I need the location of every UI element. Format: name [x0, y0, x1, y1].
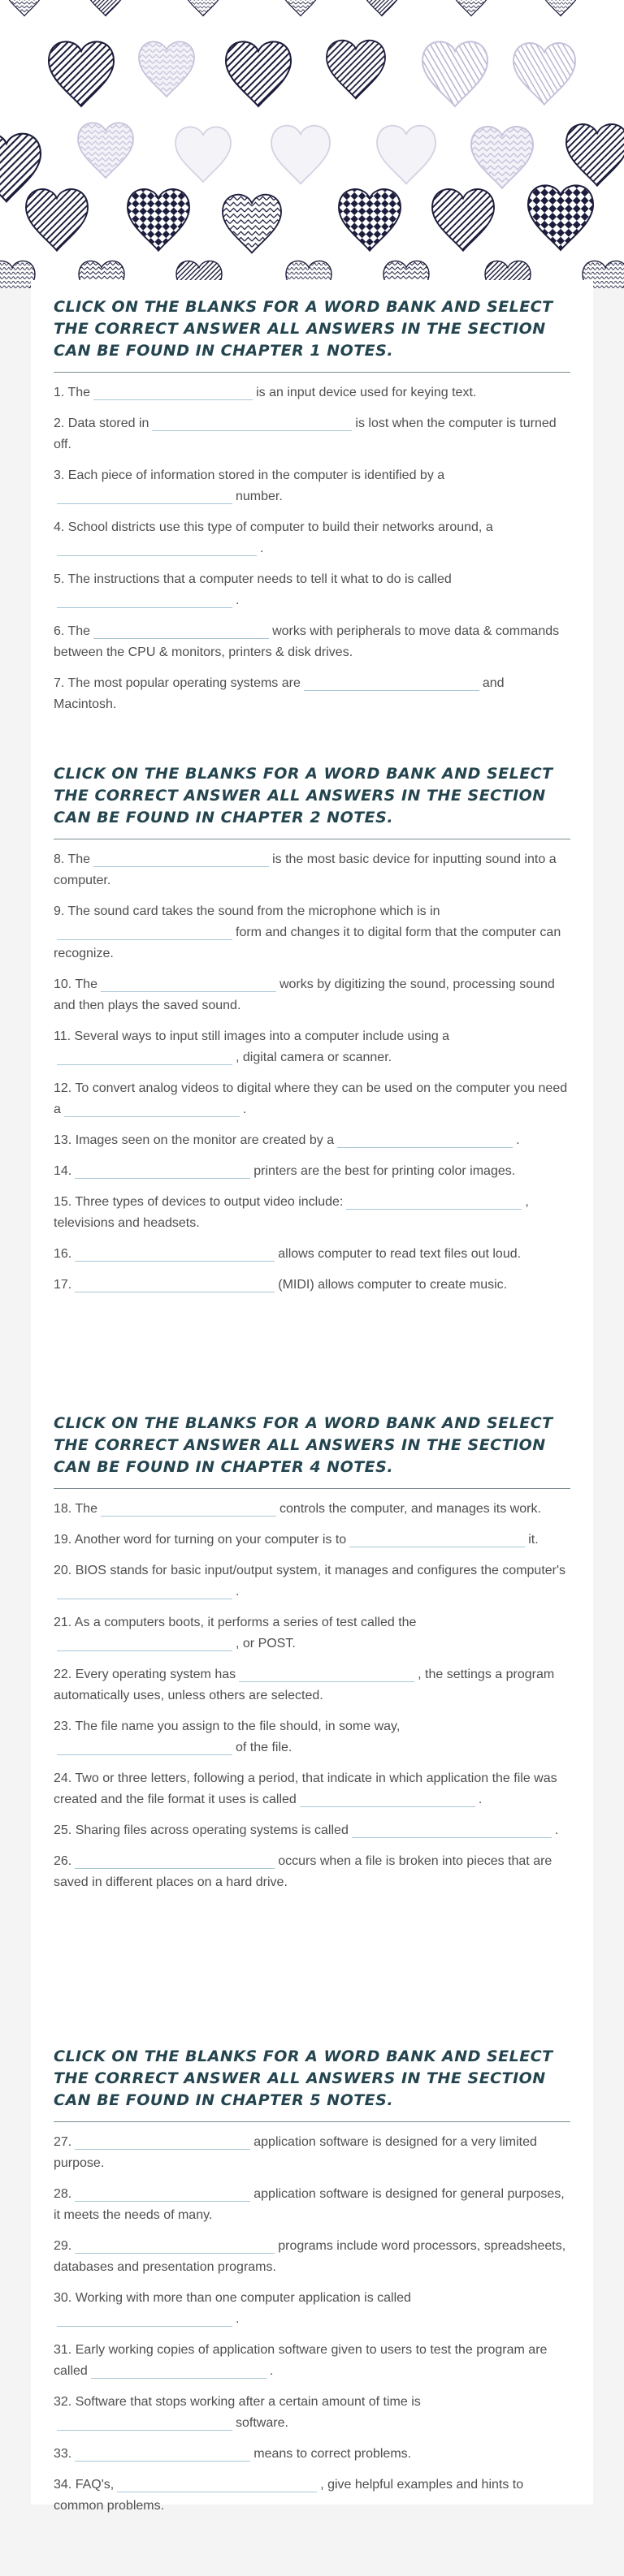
- question-text: 12. To convert analog videos to digital where they can be used on the computer you need a: [54, 1081, 568, 1116]
- question-text: application software is designed for general purposes, it meets the needs of many.: [54, 2187, 565, 2222]
- question-text: 21. As a computers boots, it performs a series of test called the: [54, 1616, 417, 1629]
- answer-blank[interactable]: [337, 1131, 513, 1148]
- question-2: [54, 413, 570, 455]
- question-text: allows computer to read text files out loud.: [278, 1247, 522, 1261]
- question-21: [54, 1612, 570, 1655]
- question-31: [54, 2340, 570, 2382]
- question-28: [54, 2184, 570, 2226]
- answer-blank[interactable]: [346, 1193, 522, 1210]
- question-18: [54, 1499, 570, 1520]
- answer-blank[interactable]: [239, 1665, 414, 1682]
- question-33: [54, 2444, 570, 2465]
- answer-blank[interactable]: [304, 674, 479, 691]
- answer-blank[interactable]: [75, 1275, 275, 1292]
- answer-blank[interactable]: [93, 622, 269, 639]
- question-text: is lost when the computer is turned off.: [54, 416, 557, 451]
- question-text: 33.: [54, 2447, 72, 2461]
- answer-blank[interactable]: [117, 2475, 317, 2492]
- question-3: [54, 465, 570, 507]
- question-text: .: [236, 2312, 240, 2326]
- question-17: [54, 1275, 570, 1296]
- question-text: form and changes it to digital form that the computer can recognize.: [54, 926, 561, 960]
- worksheet-card: [31, 280, 593, 2513]
- answer-blank[interactable]: [57, 923, 232, 940]
- question-text: programs include word processors, spreadsheets, databases and presentation programs.: [54, 2239, 566, 2274]
- question-15: [54, 1192, 570, 1234]
- question-9: [54, 901, 570, 964]
- question-text: , the settings a program automatically uses, unless others are selected.: [54, 1668, 555, 1702]
- question-text: 6. The: [54, 624, 91, 638]
- question-34: [54, 2475, 570, 2517]
- question-19: [54, 1530, 570, 1551]
- question-32: [54, 2392, 570, 2434]
- question-text: .: [516, 1133, 520, 1147]
- question-4: [54, 517, 570, 559]
- question-text: means to correct problems.: [254, 2447, 412, 2461]
- question-text: .: [269, 2364, 274, 2378]
- answer-blank[interactable]: [57, 2310, 232, 2327]
- question-16: [54, 1244, 570, 1265]
- answer-blank[interactable]: [64, 1100, 240, 1117]
- question-text: 34. FAQ's,: [54, 2478, 115, 2492]
- question-text: and Macintosh.: [54, 676, 505, 711]
- answer-blank[interactable]: [57, 539, 257, 556]
- answer-blank[interactable]: [75, 2185, 250, 2202]
- question-5: [54, 569, 570, 611]
- question-text: 28.: [54, 2187, 72, 2201]
- section-title: CLICK ON THE BLANKS FOR A WORD BANK AND SELECT THE CORRECT ANSWER ALL ANSWERS IN THE SECTION CAN BE FOUND IN CHAPTER 5 NOTES.: [54, 2046, 570, 2122]
- question-27: [54, 2132, 570, 2174]
- question-20: [54, 1560, 570, 1603]
- answer-blank[interactable]: [349, 1530, 525, 1547]
- question-text: , or POST.: [236, 1637, 296, 1650]
- answer-blank[interactable]: [93, 383, 253, 400]
- question-text: of the file.: [236, 1741, 292, 1754]
- question-text: works with peripherals to move data & commands between the CPU & monitors, printers & disk drives.: [54, 624, 560, 659]
- answer-blank[interactable]: [101, 975, 276, 992]
- question-text: printers are the best for printing color images.: [254, 1164, 516, 1178]
- question-text: 4. School districts use this type of computer to build their networks around, a: [54, 520, 493, 534]
- answer-blank[interactable]: [93, 850, 269, 867]
- question-text: 30. Working with more than one computer application is called: [54, 2291, 411, 2305]
- answer-blank[interactable]: [75, 1162, 250, 1179]
- section-chapter-5: [54, 2046, 570, 2517]
- question-11: [54, 1026, 570, 1068]
- answer-blank[interactable]: [57, 591, 232, 608]
- question-text: 25. Sharing files across operating systems is called: [54, 1823, 349, 1837]
- question-text: 3. Each piece of information stored in the computer is identified by a: [54, 468, 445, 482]
- question-text: .: [236, 1585, 240, 1599]
- answer-blank[interactable]: [101, 1499, 276, 1517]
- question-29: [54, 2236, 570, 2278]
- answer-blank[interactable]: [75, 1852, 275, 1869]
- question-text: number.: [236, 490, 283, 503]
- question-text: 22. Every operating system has: [54, 1668, 236, 1681]
- question-1: [54, 382, 570, 403]
- question-text: 11. Several ways to input still images into a computer include using a: [54, 1029, 450, 1043]
- answer-blank[interactable]: [91, 2362, 266, 2379]
- question-text: 15. Three types of devices to output video include:: [54, 1195, 344, 1209]
- question-text: it.: [528, 1533, 539, 1547]
- question-text: 20. BIOS stands for basic input/output system, it manages and configures the computer's: [54, 1564, 566, 1577]
- question-text: 26.: [54, 1854, 72, 1868]
- section-chapter-4: [54, 1413, 570, 1893]
- answer-blank[interactable]: [75, 2237, 275, 2254]
- question-text: , digital camera or scanner.: [236, 1051, 392, 1064]
- hearts-pattern-image: [0, 0, 624, 288]
- question-6: [54, 621, 570, 663]
- question-text: 17.: [54, 1278, 72, 1292]
- answer-blank[interactable]: [57, 1634, 232, 1651]
- question-text: 8. The: [54, 852, 91, 866]
- question-text: 5. The instructions that a computer needs to tell it what to do is called: [54, 572, 452, 586]
- question-12: [54, 1078, 570, 1120]
- question-26: [54, 1851, 570, 1893]
- question-text: .: [236, 593, 240, 607]
- question-text: occurs when a file is broken into pieces that are saved in different places on a hard drive.: [54, 1854, 552, 1889]
- question-text: 29.: [54, 2239, 72, 2253]
- answer-blank[interactable]: [75, 2444, 250, 2462]
- section-title: CLICK ON THE BLANKS FOR A WORD BANK AND SELECT THE CORRECT ANSWER ALL ANSWERS IN THE SECTION CAN BE FOUND IN CHAPTER 1 NOTES.: [54, 296, 570, 373]
- question-24: [54, 1768, 570, 1810]
- question-text: is the most basic device for inputting sound into a computer.: [54, 852, 557, 887]
- question-text: 1. The: [54, 386, 91, 399]
- question-text: (MIDI) allows computer to create music.: [278, 1278, 508, 1292]
- section-title: CLICK ON THE BLANKS FOR A WORD BANK AND SELECT THE CORRECT ANSWER ALL ANSWERS IN THE SECTION CAN BE FOUND IN CHAPTER 2 NOTES.: [54, 763, 570, 839]
- section-chapter-1: [54, 296, 570, 715]
- question-text: 27.: [54, 2135, 72, 2149]
- question-22: [54, 1664, 570, 1707]
- question-text: 13. Images seen on the monitor are created by a: [54, 1133, 335, 1147]
- question-text: 23. The file name you assign to the file should, in some way,: [54, 1719, 401, 1733]
- question-30: [54, 2288, 570, 2330]
- question-13: [54, 1130, 570, 1151]
- question-text: 14.: [54, 1164, 72, 1178]
- question-text: application software is designed for a very limited purpose.: [54, 2135, 537, 2170]
- hearts-header-banner: [0, 0, 624, 288]
- question-text: 10. The: [54, 977, 98, 991]
- answer-blank[interactable]: [152, 414, 352, 431]
- question-text: , give helpful examples and hints to common problems.: [54, 2478, 524, 2513]
- section-chapter-2: [54, 763, 570, 1296]
- question-text: 7. The most popular operating systems are: [54, 676, 301, 690]
- answer-blank[interactable]: [352, 1821, 552, 1838]
- answer-blank[interactable]: [300, 1790, 475, 1807]
- question-text: 9. The sound card takes the sound from the microphone which is in: [54, 904, 440, 918]
- question-text: 18. The: [54, 1502, 98, 1516]
- question-text: .: [554, 1823, 559, 1837]
- question-text: 32. Software that stops working after a certain amount of time is: [54, 2395, 421, 2409]
- question-text: 16.: [54, 1247, 72, 1261]
- answer-blank[interactable]: [57, 1738, 232, 1755]
- question-text: controls the computer, and manages its work.: [279, 1502, 541, 1516]
- answer-blank[interactable]: [57, 487, 232, 504]
- question-text: .: [242, 1102, 247, 1116]
- question-10: [54, 974, 570, 1016]
- question-14: [54, 1161, 570, 1182]
- answer-blank[interactable]: [57, 1048, 232, 1065]
- section-title: CLICK ON THE BLANKS FOR A WORD BANK AND SELECT THE CORRECT ANSWER ALL ANSWERS IN THE SECTION CAN BE FOUND IN CHAPTER 4 NOTES.: [54, 1413, 570, 1489]
- question-text: is an input device used for keying text.: [256, 386, 477, 399]
- question-23: [54, 1716, 570, 1758]
- question-text: 2. Data stored in: [54, 416, 150, 430]
- answer-blank[interactable]: [75, 1245, 275, 1262]
- question-text: .: [478, 1793, 483, 1806]
- question-8: [54, 849, 570, 891]
- question-text: 31. Early working copies of application software given to users to test the program are called: [54, 2343, 548, 2378]
- question-text: .: [260, 542, 264, 555]
- question-25: [54, 1820, 570, 1841]
- question-text: 19. Another word for turning on your computer is to: [54, 1533, 347, 1547]
- question-7: [54, 673, 570, 715]
- question-text: works by digitizing the sound, processing sound and then plays the saved sound.: [54, 977, 555, 1012]
- answer-blank[interactable]: [75, 2133, 250, 2150]
- question-text: , televisions and headsets.: [54, 1195, 529, 1230]
- question-text: software.: [236, 2416, 288, 2430]
- answer-blank[interactable]: [57, 1582, 232, 1599]
- question-text: 24. Two or three letters, following a period, that indicate in which application the file was created and the file format it uses is called: [54, 1771, 557, 1806]
- answer-blank[interactable]: [57, 2414, 232, 2431]
